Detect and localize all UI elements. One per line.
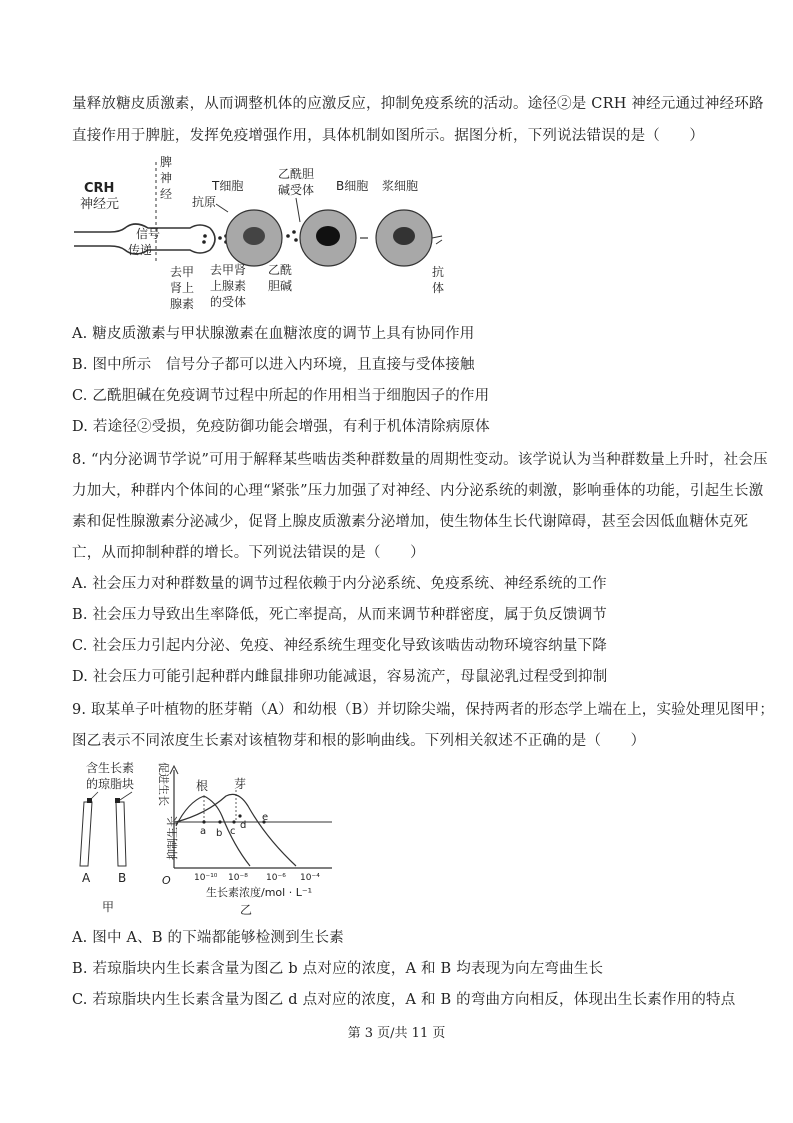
svg-text:腺素: 腺素 <box>170 297 195 311</box>
q7-option-b: B. 图中所示 信号分子都可以进入内环境，且直接与受体接触 <box>72 357 475 373</box>
q7-option-a: A. 糖皮质激素与甲状腺激素在血糖浓度的调节上具有协同作用 <box>72 326 475 342</box>
svg-text:促进生长: 促进生长 <box>157 762 170 806</box>
svg-text:O: O <box>162 874 171 887</box>
svg-text:10⁻⁸: 10⁻⁸ <box>228 873 248 883</box>
y-label-inhibit: 抑制生长 <box>166 816 179 860</box>
svg-text:浆细胞: 浆细胞 <box>382 179 419 193</box>
svg-text:B细胞: B细胞 <box>336 179 369 193</box>
q8-stem-line: 力加大，种群内个体间的心理“紧张”压力加强了对神经、内分泌系统的刺激，影响垂体的功能，引起生长激 <box>72 483 764 499</box>
q8-option-d: D. 社会压力可能引起种群内雌鼠排卵功能减退，容易流产，母鼠泌乳过程受到抑制 <box>72 669 608 685</box>
figure-yi-growth-curve <box>156 756 336 920</box>
page-footer: 第 3 页/共 11 页 <box>347 1026 446 1041</box>
q8-option-a: A. 社会压力对种群数量的调节过程依赖于内分泌系统、免疫系统、神经系统的工作 <box>72 576 607 592</box>
svg-text:的琼脂块: 的琼脂块 <box>86 777 135 791</box>
figure-jia <box>72 758 162 918</box>
svg-text:10⁻¹⁰: 10⁻¹⁰ <box>194 873 218 883</box>
svg-text:10⁻⁴: 10⁻⁴ <box>300 873 320 883</box>
svg-text:神: 神 <box>160 171 173 185</box>
q9-option-a: A. 图中 A、B 的下端都能够检测到生长素 <box>72 930 344 946</box>
svg-text:抗原: 抗原 <box>192 195 217 209</box>
svg-text:乙: 乙 <box>240 903 253 917</box>
svg-text:含生长素: 含生长素 <box>86 761 135 775</box>
svg-text:b: b <box>216 828 223 839</box>
immune-pathway-diagram <box>70 152 470 312</box>
q8-stem-line: 8. “内分泌调节学说”可用于解释某些啮齿类种群数量的周期性变动。该学说认为当种群数量上升时，社会压 <box>72 452 768 468</box>
svg-text:甲: 甲 <box>102 900 115 914</box>
q8-option-c: C. 社会压力引起内分泌、免疫、神经系统生理变化导致该啮齿动物环境容纳量下降 <box>72 638 607 654</box>
svg-text:芽: 芽 <box>234 777 247 791</box>
svg-text:的受体: 的受体 <box>210 295 247 309</box>
svg-text:生长素浓度/mol · L⁻¹: 生长素浓度/mol · L⁻¹ <box>206 886 313 899</box>
svg-text:乙酰胆: 乙酰胆 <box>278 167 315 181</box>
svg-text:碱受体: 碱受体 <box>278 183 315 197</box>
paragraph-line: 量释放糖皮质激素，从而调整机体的应激反应，抑制免疫系统的活动。途径②是 CRH 神经元通过神经环路 <box>72 96 764 112</box>
svg-text:T细胞: T细胞 <box>212 179 244 193</box>
q7-option-d: D. 若途径②受损，免疫防御功能会增强，有利于机体清除病原体 <box>72 419 490 435</box>
crh-neuron-label: 神经元 <box>80 197 120 212</box>
svg-text:信号: 信号 <box>136 227 161 241</box>
q8-stem-line: 素和促性腺激素分泌减少，促肾上腺皮质激素分泌增加，使生物体生长代谢障碍，甚至会因低血糖休克死 <box>72 514 749 530</box>
svg-text:传递: 传递 <box>128 243 153 257</box>
svg-text:d: d <box>240 820 247 831</box>
svg-text:经: 经 <box>160 187 173 201</box>
svg-text:e: e <box>262 812 269 823</box>
q9-stem-line: 图乙表示不同浓度生长素对该植物芽和根的影响曲线。下列相关叙述不正确的是（ ） <box>72 733 646 749</box>
svg-text:体: 体 <box>432 281 445 295</box>
svg-text:10⁻⁶: 10⁻⁶ <box>266 873 286 883</box>
q9-option-c: C. 若琼脂块内生长素含量为图乙 d 点对应的浓度，A 和 B 的弯曲方向相反，体现出生长素作用的特点 <box>72 992 736 1008</box>
question-7-stem: 直接作用于脾脏，发挥免疫增强作用，具体机制如图所示。据图分析，下列说法错误的是（ ） <box>72 128 705 144</box>
svg-text:根: 根 <box>196 779 209 793</box>
q8-option-b: B. 社会压力导致出生率降低，死亡率提高，从而来调节种群密度，属于负反馈调节 <box>72 607 607 623</box>
svg-text:上腺素: 上腺素 <box>210 279 247 293</box>
svg-text:胆碱: 胆碱 <box>268 279 293 293</box>
q9-option-b: B. 若琼脂块内生长素含量为图乙 b 点对应的浓度，A 和 B 均表现为向左弯曲生长 <box>72 961 604 977</box>
svg-text:c: c <box>230 826 236 837</box>
svg-text:A: A <box>82 871 91 885</box>
q9-stem-line: 9. 取某单子叶植物的胚芽鞘（A）和幼根（B）并切除尖端，保持两者的形态学上端在上，实验处理见图甲； <box>72 702 775 718</box>
svg-text:乙酰: 乙酰 <box>268 263 293 277</box>
svg-text:去甲肾: 去甲肾 <box>210 263 247 277</box>
q7-option-c: C. 乙酰胆碱在免疫调节过程中所起的作用相当于细胞因子的作用 <box>72 388 490 404</box>
svg-text:脾: 脾 <box>160 155 173 169</box>
svg-text:B: B <box>118 871 127 885</box>
svg-text:a: a <box>200 826 207 837</box>
q8-stem-line: 亡，从而抑制种群的增长。下列说法错误的是（ ） <box>72 545 425 561</box>
svg-text:去甲: 去甲 <box>170 265 195 279</box>
svg-text:抗: 抗 <box>432 265 445 279</box>
crh-label: CRH <box>84 181 115 196</box>
svg-text:肾上: 肾上 <box>170 281 195 295</box>
